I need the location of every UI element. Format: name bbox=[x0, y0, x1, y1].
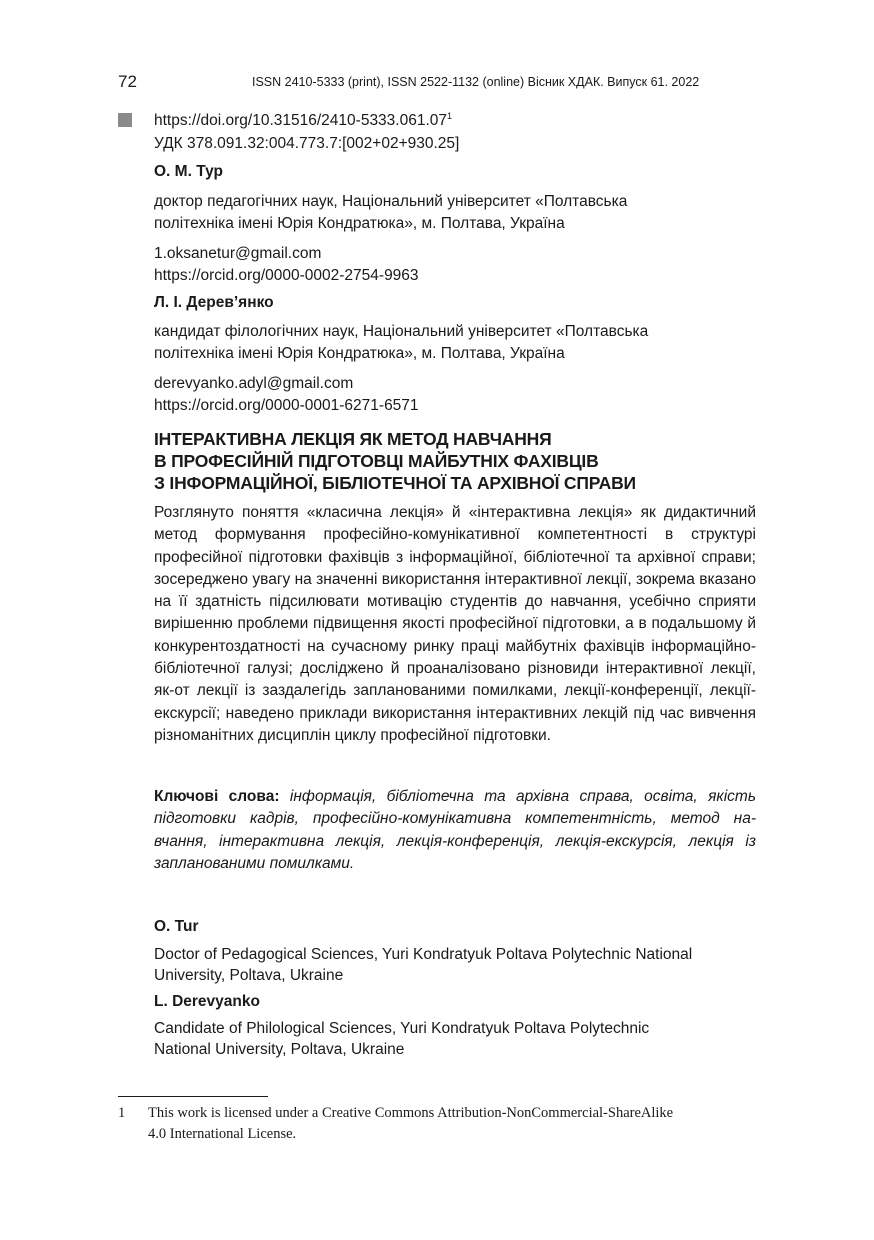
journal-info: ISSN 2410-5333 (print), ISSN 2522-1132 (online) Вісник ХДАК. Випуск 61. 2022 bbox=[252, 75, 700, 89]
author-affiliation: політехніка імені Юрія Кондратюка», м. Полтава, Україна bbox=[154, 345, 565, 362]
title-line: В ПРОФЕСІЙНІЙ ПІДГОТОВЦІ МАЙБУТНІХ ФАХІВЦІВ bbox=[154, 451, 599, 471]
udc-code: УДК 378.091.32:004.773.7:[002+02+930.25] bbox=[154, 135, 460, 152]
author-affiliation-en: University, Poltava, Ukraine bbox=[154, 967, 344, 984]
running-header bbox=[118, 72, 734, 94]
section-marker-icon bbox=[118, 113, 132, 127]
author-name-en: O. Tur bbox=[154, 918, 199, 935]
author-orcid[interactable]: https://orcid.org/0000-0001-6271-6571 bbox=[154, 397, 419, 414]
author-email[interactable]: derevyanko.adyl@gmail.com bbox=[154, 375, 354, 392]
author-affiliation-en: Doctor of Pedagogical Sciences, Yuri Kondratyuk Poltava Polytechnic National bbox=[154, 946, 693, 963]
author-name: Л. І. Дерев’янко bbox=[154, 294, 274, 311]
author-affiliation-en: Candidate of Philological Sciences, Yuri Kondratyuk Poltava Polytechnic bbox=[154, 1020, 650, 1037]
keywords-text: інформація, бібліотечна та архівна справа, освіта, якість підготовки кадрів, професійно-комунікативна компетентність, метод навчання, інтерактивна лекція, лекція-конференція, лекція-екскурсія, лекція із запланованими помилками. bbox=[154, 788, 756, 872]
footnote-mark: 1 bbox=[447, 110, 453, 121]
title-line: ІНТЕРАКТИВНА ЛЕКЦІЯ ЯК МЕТОД НАВЧАННЯ bbox=[154, 429, 552, 449]
footnote-line: This work is licensed under a Creative Commons Attribution-NonCommercial-ShareAlike bbox=[148, 1105, 674, 1121]
title-line: З ІНФОРМАЦІЙНОЇ, БІБЛІОТЕЧНОЇ ТА АРХІВНОЇ СПРАВИ bbox=[154, 473, 636, 493]
footnote-divider bbox=[118, 1096, 268, 1097]
abstract: Розглянуто поняття «класична лекція» й «інтерактивна лекція» як дидактичний метод формування професійно-комунікативної компетентності в структурі професійної підготовки фахівців з інформаційної, бібліотечної та архівної справи; зосереджено увагу на значенні використання інтерактивної лекції, зокрема вказано на її здатність підсилювати мотивацію студентів до навчання, усебічно сприяти вирішенню проблеми підвищення якості професійної підготовки, а в подальшому й конкурентоздатності на сучасному ринку праці майбутніх фахівців інформаційно-бібліотечної галузі; досліджено й проаналізовано різновиди інтерактивної лекції, як-от лекції із заздалегідь запланованими помилками, лекції-конференції, лекції-екскурсії; наведено приклади використання інтерактивних лекцій під час вивчення різноманітних дисциплін циклу професійної підготовки. bbox=[154, 504, 756, 744]
author-orcid[interactable]: https://orcid.org/0000-0002-2754-9963 bbox=[154, 267, 419, 284]
page-number: 72 bbox=[118, 72, 137, 91]
author-affiliation-en: National University, Poltava, Ukraine bbox=[154, 1041, 405, 1058]
author-email[interactable]: 1.oksanetur@gmail.com bbox=[154, 245, 322, 262]
author-name-en: L. Derevyanko bbox=[154, 993, 260, 1010]
keywords bbox=[154, 786, 756, 875]
author-affiliation: кандидат філологічних наук, Національний університет «Полтавська bbox=[154, 323, 649, 340]
author-affiliation: політехніка імені Юрія Кондратюка», м. Полтава, Україна bbox=[154, 215, 565, 232]
keywords-label: Ключові слова: bbox=[154, 788, 280, 805]
footnote-line: 4.0 International License. bbox=[148, 1126, 297, 1142]
footnote-number: 1 bbox=[118, 1105, 126, 1121]
author-affiliation: доктор педагогічних наук, Національний університет «Полтавська bbox=[154, 193, 628, 210]
author-name: О. М. Тур bbox=[154, 163, 223, 180]
article-title bbox=[154, 428, 636, 494]
doi-link[interactable]: https://doi.org/10.31516/2410-5333.061.07 bbox=[154, 112, 448, 129]
doi-line bbox=[154, 111, 452, 131]
